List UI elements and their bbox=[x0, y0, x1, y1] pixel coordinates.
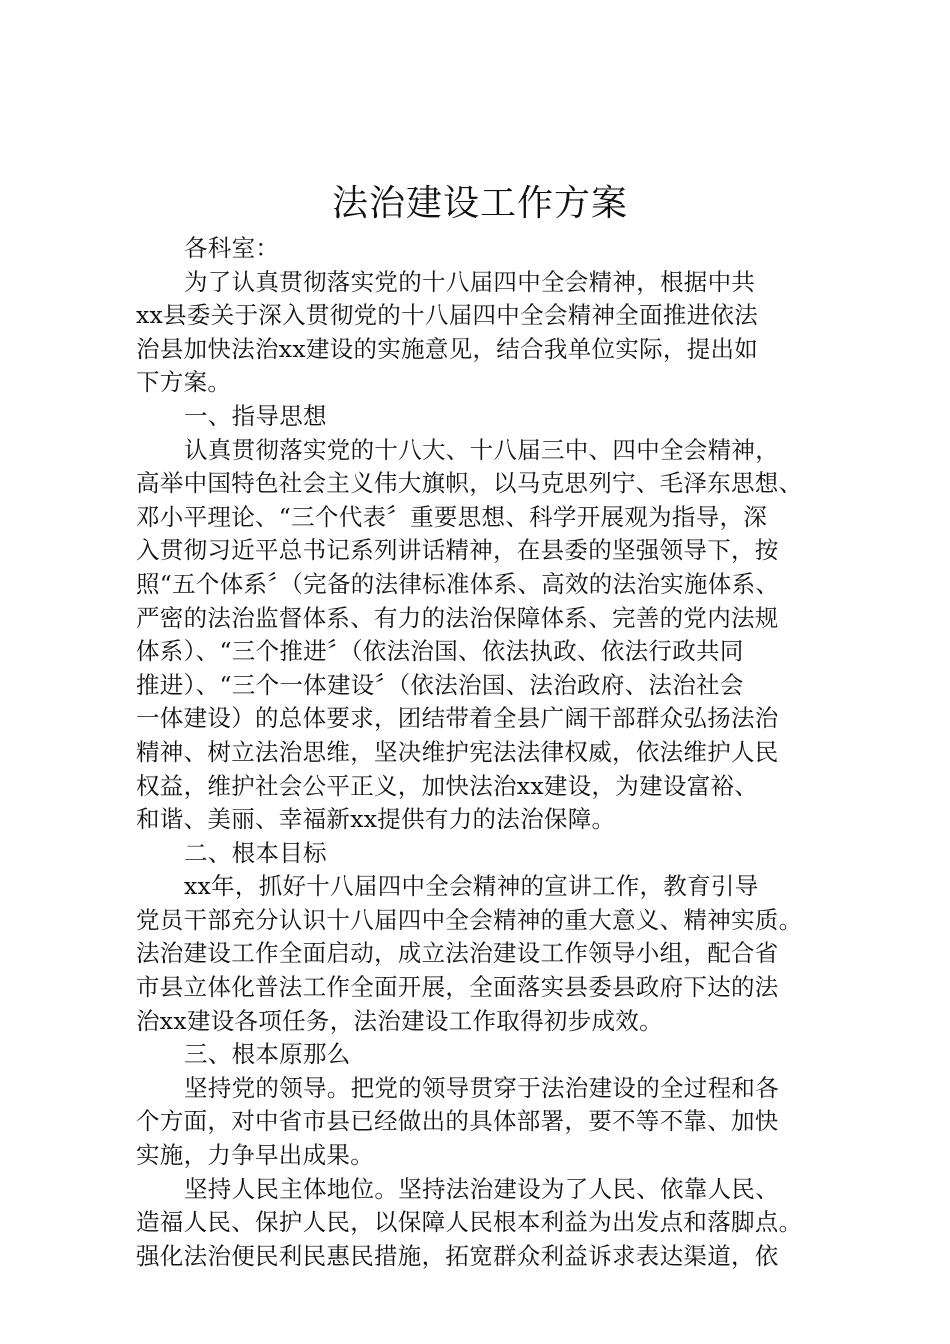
text-line: 一、指导思想 bbox=[184, 401, 327, 430]
text-line: xx县委关于深入贯彻党的十八届四中全会精神全面推进依法 bbox=[136, 301, 759, 330]
text-line: xx年，抓好十八届四中全会精神的宣讲工作，教育引导 bbox=[184, 872, 759, 901]
text-line: 各科室： bbox=[184, 234, 280, 262]
text-line: 权益，维护社会公平正义，加快法治xx建设，为建设富裕、 bbox=[136, 771, 759, 800]
text-line: 坚持人民主体地位。坚持法治建设为了人民、依靠人民、 bbox=[184, 1174, 779, 1203]
text-line: 邓小平理论、“三个代表〞重要思想、科学开展观为指导，深 bbox=[136, 502, 768, 531]
text-line: 一体建设）的总体要求，团结带着全县广阔干部群众弘扬法治 bbox=[136, 704, 779, 733]
document-title: 法治建设工作方案 bbox=[331, 183, 628, 224]
text-line: 个方面，对中省市县已经做出的具体部署，要不等不靠、加快 bbox=[136, 1107, 779, 1136]
document-body bbox=[136, 232, 826, 1273]
text-line: 和谐、美丽、幸福新xx提供有力的法治保障。 bbox=[136, 805, 616, 834]
text-line: 精神、树立法治思维，坚决维护宪法法律权威，依法维护人民 bbox=[136, 737, 779, 766]
text-line: 二、根本目标 bbox=[184, 838, 327, 867]
text-line: 市县立体化普法工作全面开展，全面落实县委县政府下达的法 bbox=[136, 973, 779, 1002]
text-line: 严密的法治监督体系、有力的法治保障体系、完善的党内法规 bbox=[136, 603, 779, 632]
text-line: 照“五个体系〞（完备的法律标准体系、高效的法治实施体系、 bbox=[136, 569, 780, 598]
text-line: 为了认真贯彻落实党的十八届四中全会精神，根据中共 bbox=[184, 267, 756, 296]
text-line: 强化法治便民利民惠民措施，拓宽群众利益诉求表达渠道，依 bbox=[136, 1241, 779, 1270]
text-line: 下方案。 bbox=[136, 368, 232, 397]
text-line: 治县加快法治xx建设的实施意见，结合我单位实际，提出如 bbox=[136, 334, 759, 363]
text-line: 治xx建设各项任务，法治建设工作取得初步成效。 bbox=[136, 1006, 663, 1035]
text-line: 造福人民、保护人民，以保障人民根本利益为出发点和落脚点。 bbox=[136, 1208, 803, 1237]
text-line: 认真贯彻落实党的十八大、十八届三中、四中全会精神， bbox=[184, 435, 779, 464]
text-line: 体系）、“三个推进〞（依法治国、依法执政、依法行政共同 bbox=[136, 637, 744, 666]
text-line: 推进）、“三个一体建设〞（依法治国、法治政府、法治社会 bbox=[136, 670, 744, 699]
text-line: 党员干部充分认识十八届四中全会精神的重大意义、精神实质。 bbox=[136, 905, 803, 934]
text-line: 入贯彻习近平总书记系列讲话精神，在县委的坚强领导下，按 bbox=[136, 536, 779, 565]
text-line: 坚持党的领导。把党的领导贯穿于法治建设的全过程和各 bbox=[184, 1073, 779, 1102]
text-line: 实施，力争早出成果。 bbox=[136, 1141, 374, 1170]
text-line: 高举中国特色社会主义伟大旗帜，以马克思列宁、毛泽东思想、 bbox=[136, 469, 803, 498]
text-line: 三、根本原那么 bbox=[184, 1040, 351, 1069]
text-line: 法治建设工作全面启动，成立法治建设工作领导小组，配合省 bbox=[136, 939, 779, 968]
